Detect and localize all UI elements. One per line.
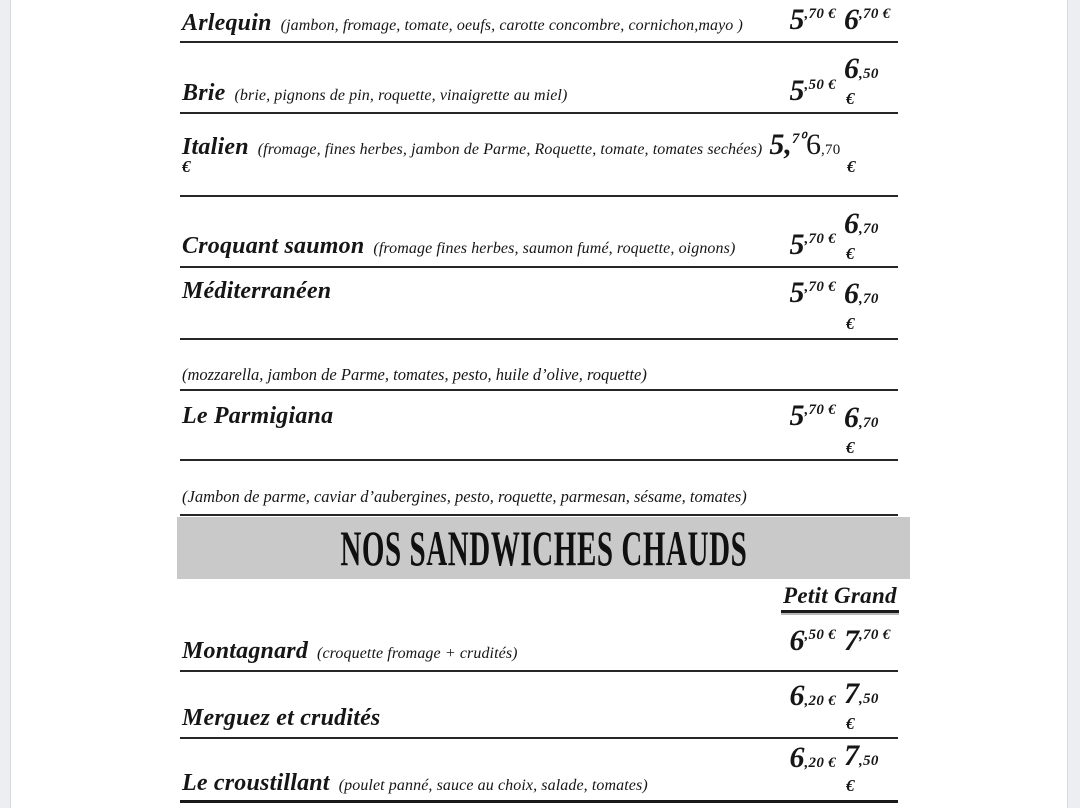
item-name: Le Parmigiana	[182, 403, 334, 429]
menu-item-montagnard	[182, 638, 518, 666]
divider-line	[180, 266, 898, 268]
menu-item-arlequin	[182, 10, 743, 38]
price-petit: 6,20 €	[789, 679, 836, 712]
item-name: Croquant saumon	[182, 233, 365, 259]
price-euro-wrap: €	[847, 157, 856, 176]
menu-item-le-parmigiana	[182, 403, 333, 431]
price-grand: 7,70 €	[844, 624, 891, 657]
menu-item-mediterraneen	[182, 278, 331, 306]
item-ingredients-note: (mozzarella, jambon de Parme, tomates, pesto, huile d’olive, roquette)	[182, 365, 647, 384]
price-column-header: Petit Grand	[781, 584, 899, 613]
section-title: NOS SANDWICHES CHAUDS	[339, 520, 747, 576]
item-description: (jambon, fromage, tomate, oeufs, carotte concombre, cornichon,mayo )	[280, 17, 743, 34]
item-description: (croquette fromage + crudités)	[317, 645, 518, 662]
price-petit: 6,20 €	[789, 741, 836, 774]
item-name: Arlequin	[182, 10, 272, 36]
menu-item-italien	[182, 128, 841, 163]
item-ingredients-note: (Jambon de parme, caviar d’aubergines, pesto, roquette, parmesan, sésame, tomates)	[182, 487, 747, 506]
page-edge-left	[0, 0, 11, 808]
price-grand: 6,70 €	[844, 281, 879, 336]
price-petit: 5,70 €	[789, 399, 836, 432]
section-banner	[177, 517, 910, 579]
item-name: Le croustillant	[182, 770, 330, 796]
price-euro-wrap: €	[846, 714, 855, 733]
item-name: Italien	[182, 134, 249, 160]
price-euro-wrap: €	[846, 438, 855, 457]
price-euro-wrap: €	[846, 776, 855, 795]
item-name: Brie	[182, 80, 226, 106]
page-edge-right	[1067, 0, 1080, 808]
item-description: (fromage fines herbes, saumon fumé, roquette, oignons)	[373, 240, 736, 257]
price-petit: 5,70 €	[789, 276, 836, 309]
price-grand: 6,70 €	[844, 3, 891, 36]
price-grand: 6,50 €	[844, 56, 879, 111]
price-petit: 5,7⁰	[769, 128, 806, 161]
menu-item-brie	[182, 80, 567, 108]
divider-line	[180, 338, 898, 340]
price-grand: 7,50 €	[844, 681, 879, 736]
price-petit: 5,70 €	[789, 3, 836, 36]
price-petit: 5,50 €	[789, 74, 836, 107]
divider-line	[180, 112, 898, 114]
price-grand: 6,70 €	[844, 405, 879, 460]
menu-item-merguez	[182, 705, 380, 733]
item-name: Merguez et crudités	[182, 705, 381, 731]
item-description: (brie, pignons de pin, roquette, vinaigrette au miel)	[234, 87, 568, 104]
price-grand: 6,70 €	[844, 211, 879, 266]
divider-line	[180, 389, 898, 391]
menu-item-le-croustillant	[182, 770, 648, 798]
price-euro-wrap: €	[846, 314, 855, 333]
divider-line	[180, 800, 898, 803]
divider-line	[180, 459, 898, 461]
item-description: (fromage, fines herbes, jambon de Parme, Roquette, tomate, tomates sechées)	[257, 141, 763, 158]
menu-item-croquant-saumon	[182, 233, 735, 261]
price-petit: 6,50 €	[789, 624, 836, 657]
price-petit: 5,70 €	[789, 228, 836, 261]
price-grand: 6,70	[805, 128, 841, 161]
price-grand: 7,50 €	[844, 743, 879, 798]
price-euro-wrap: €	[846, 244, 855, 263]
item-name: Méditerranéen	[182, 278, 332, 304]
price-euro-wrap: €	[846, 89, 855, 108]
divider-line	[180, 737, 898, 739]
item-description: (poulet panné, sauce au choix, salade, tomates)	[338, 777, 648, 794]
divider-line	[180, 670, 898, 672]
divider-line	[180, 195, 898, 197]
price-euro-wrap-left: €	[182, 157, 191, 176]
item-name: Montagnard	[182, 638, 309, 664]
divider-line	[180, 41, 898, 43]
divider-line	[180, 514, 898, 516]
